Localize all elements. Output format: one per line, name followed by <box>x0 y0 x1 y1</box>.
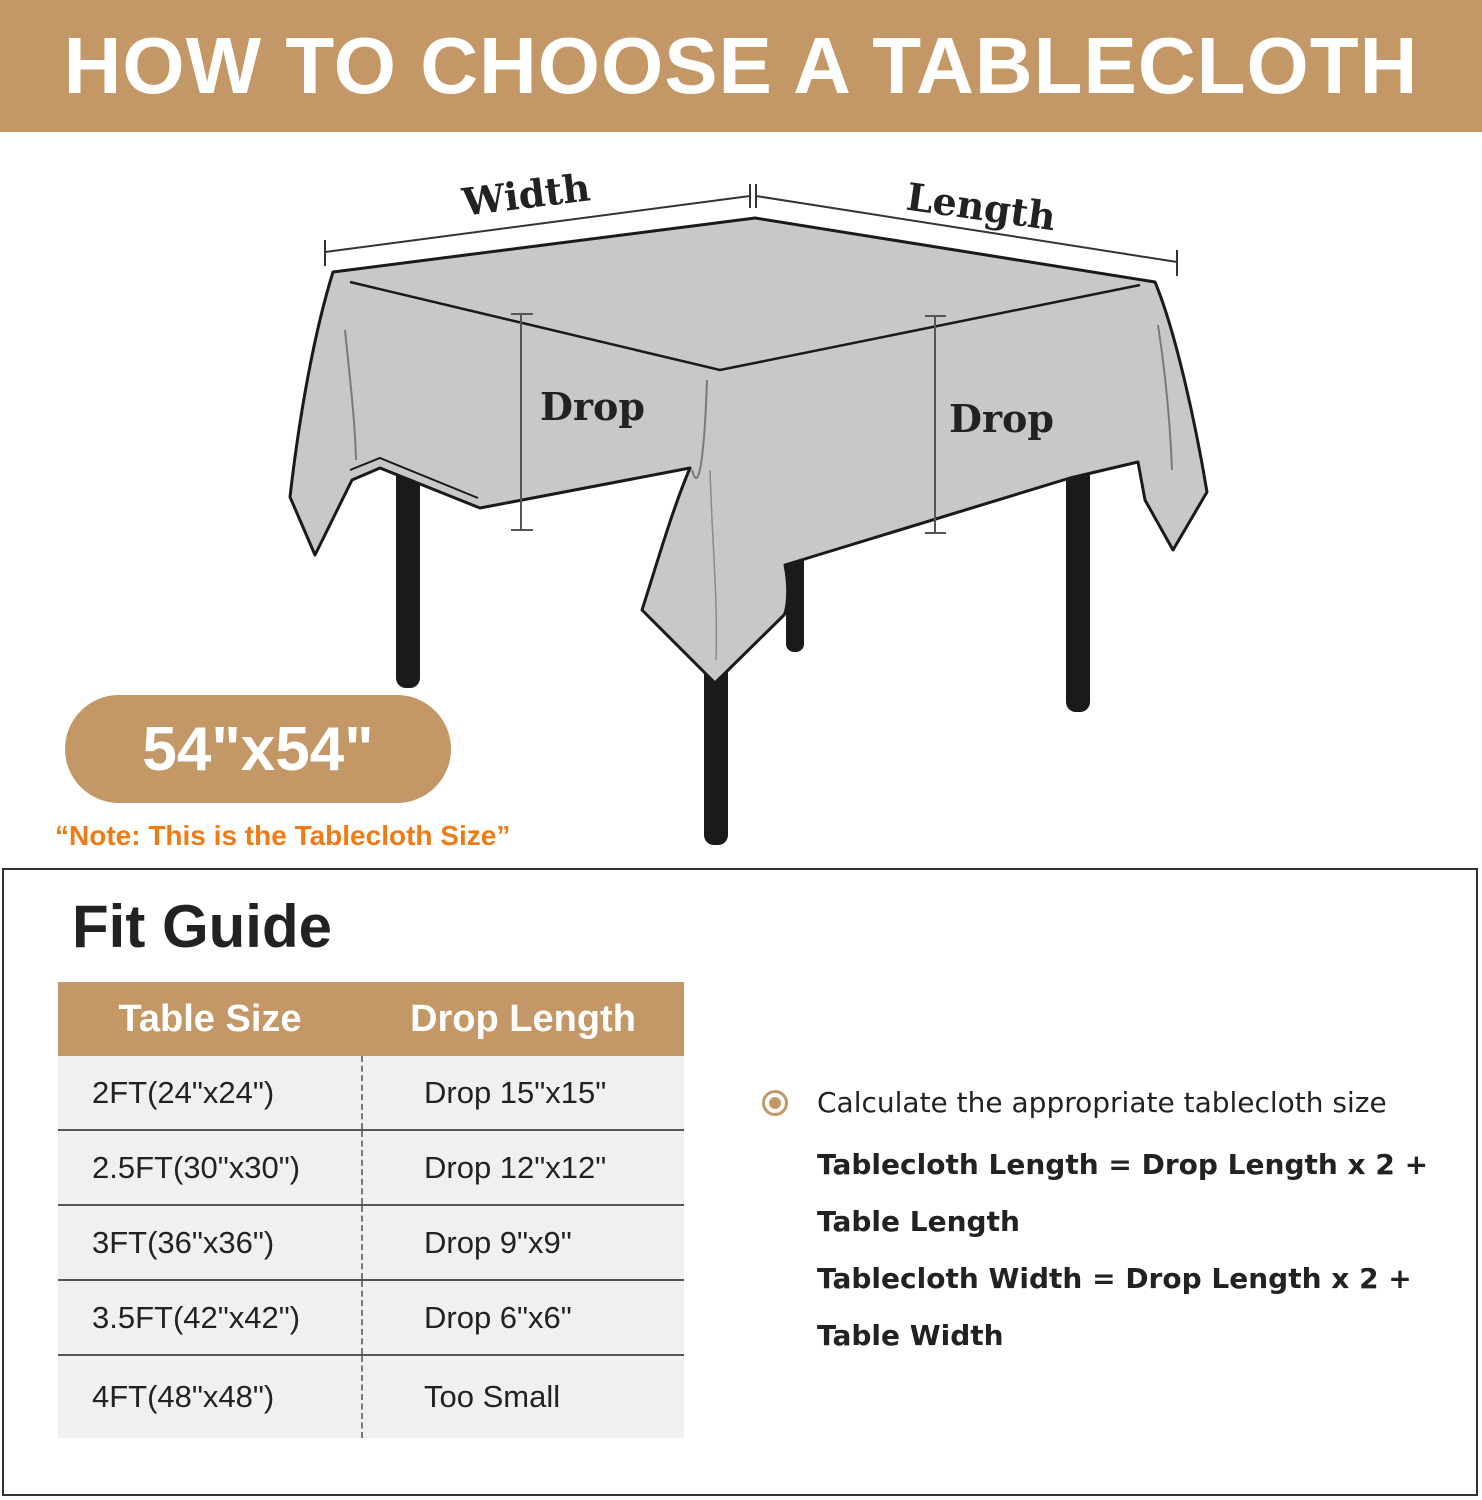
header-banner <box>0 0 1482 132</box>
table-size-cell: 3FT(36"x36") <box>58 1205 362 1280</box>
table-leg-right <box>1066 450 1090 712</box>
drop-length-cell: Drop 9"x9" <box>362 1205 684 1280</box>
column-header-table-size: Table Size <box>58 982 362 1056</box>
width-label: Width <box>459 164 593 225</box>
table-size-cell: 2FT(24"x24") <box>58 1056 362 1130</box>
table-row <box>58 1280 684 1355</box>
drop-label-left: Drop <box>540 384 645 429</box>
table-row <box>58 1130 684 1205</box>
drop-length-cell: Drop 12"x12" <box>362 1130 684 1205</box>
formula-length: Tablecloth Length = Drop Length x 2 + Table Length <box>817 1148 1429 1238</box>
drop-length-cell: Drop 6"x6" <box>362 1280 684 1355</box>
formula-width: Tablecloth Width = Drop Length x 2 + Table Width <box>817 1262 1412 1352</box>
drop-length-cell: Drop 15"x15" <box>362 1056 684 1130</box>
calculation-intro: Calculate the appropriate tablecloth size <box>817 1086 1387 1119</box>
table-row <box>58 1056 684 1130</box>
radio-bullet-icon <box>762 1090 788 1116</box>
fit-guide-title: Fit Guide <box>72 893 332 960</box>
drop-length-cell: Too Small <box>362 1355 684 1438</box>
fit-guide-table <box>58 982 684 1438</box>
size-note: “Note: This is the Tablecloth Size” <box>55 820 511 851</box>
table-header-row <box>58 982 684 1056</box>
page-title: HOW TO CHOOSE A TABLECLOTH <box>63 21 1419 110</box>
tablecloth-size-badge <box>65 695 451 803</box>
drop-label-right: Drop <box>949 396 1054 441</box>
column-header-drop-length: Drop Length <box>362 982 684 1056</box>
length-label: Length <box>903 173 1059 240</box>
table-row <box>58 1355 684 1438</box>
tablecloth-size-text: 54"x54" <box>142 714 374 784</box>
table-size-cell: 2.5FT(30"x30") <box>58 1130 362 1205</box>
table-size-cell: 4FT(48"x48") <box>58 1355 362 1438</box>
table-size-cell: 3.5FT(42"x42") <box>58 1280 362 1355</box>
table-row <box>58 1205 684 1280</box>
